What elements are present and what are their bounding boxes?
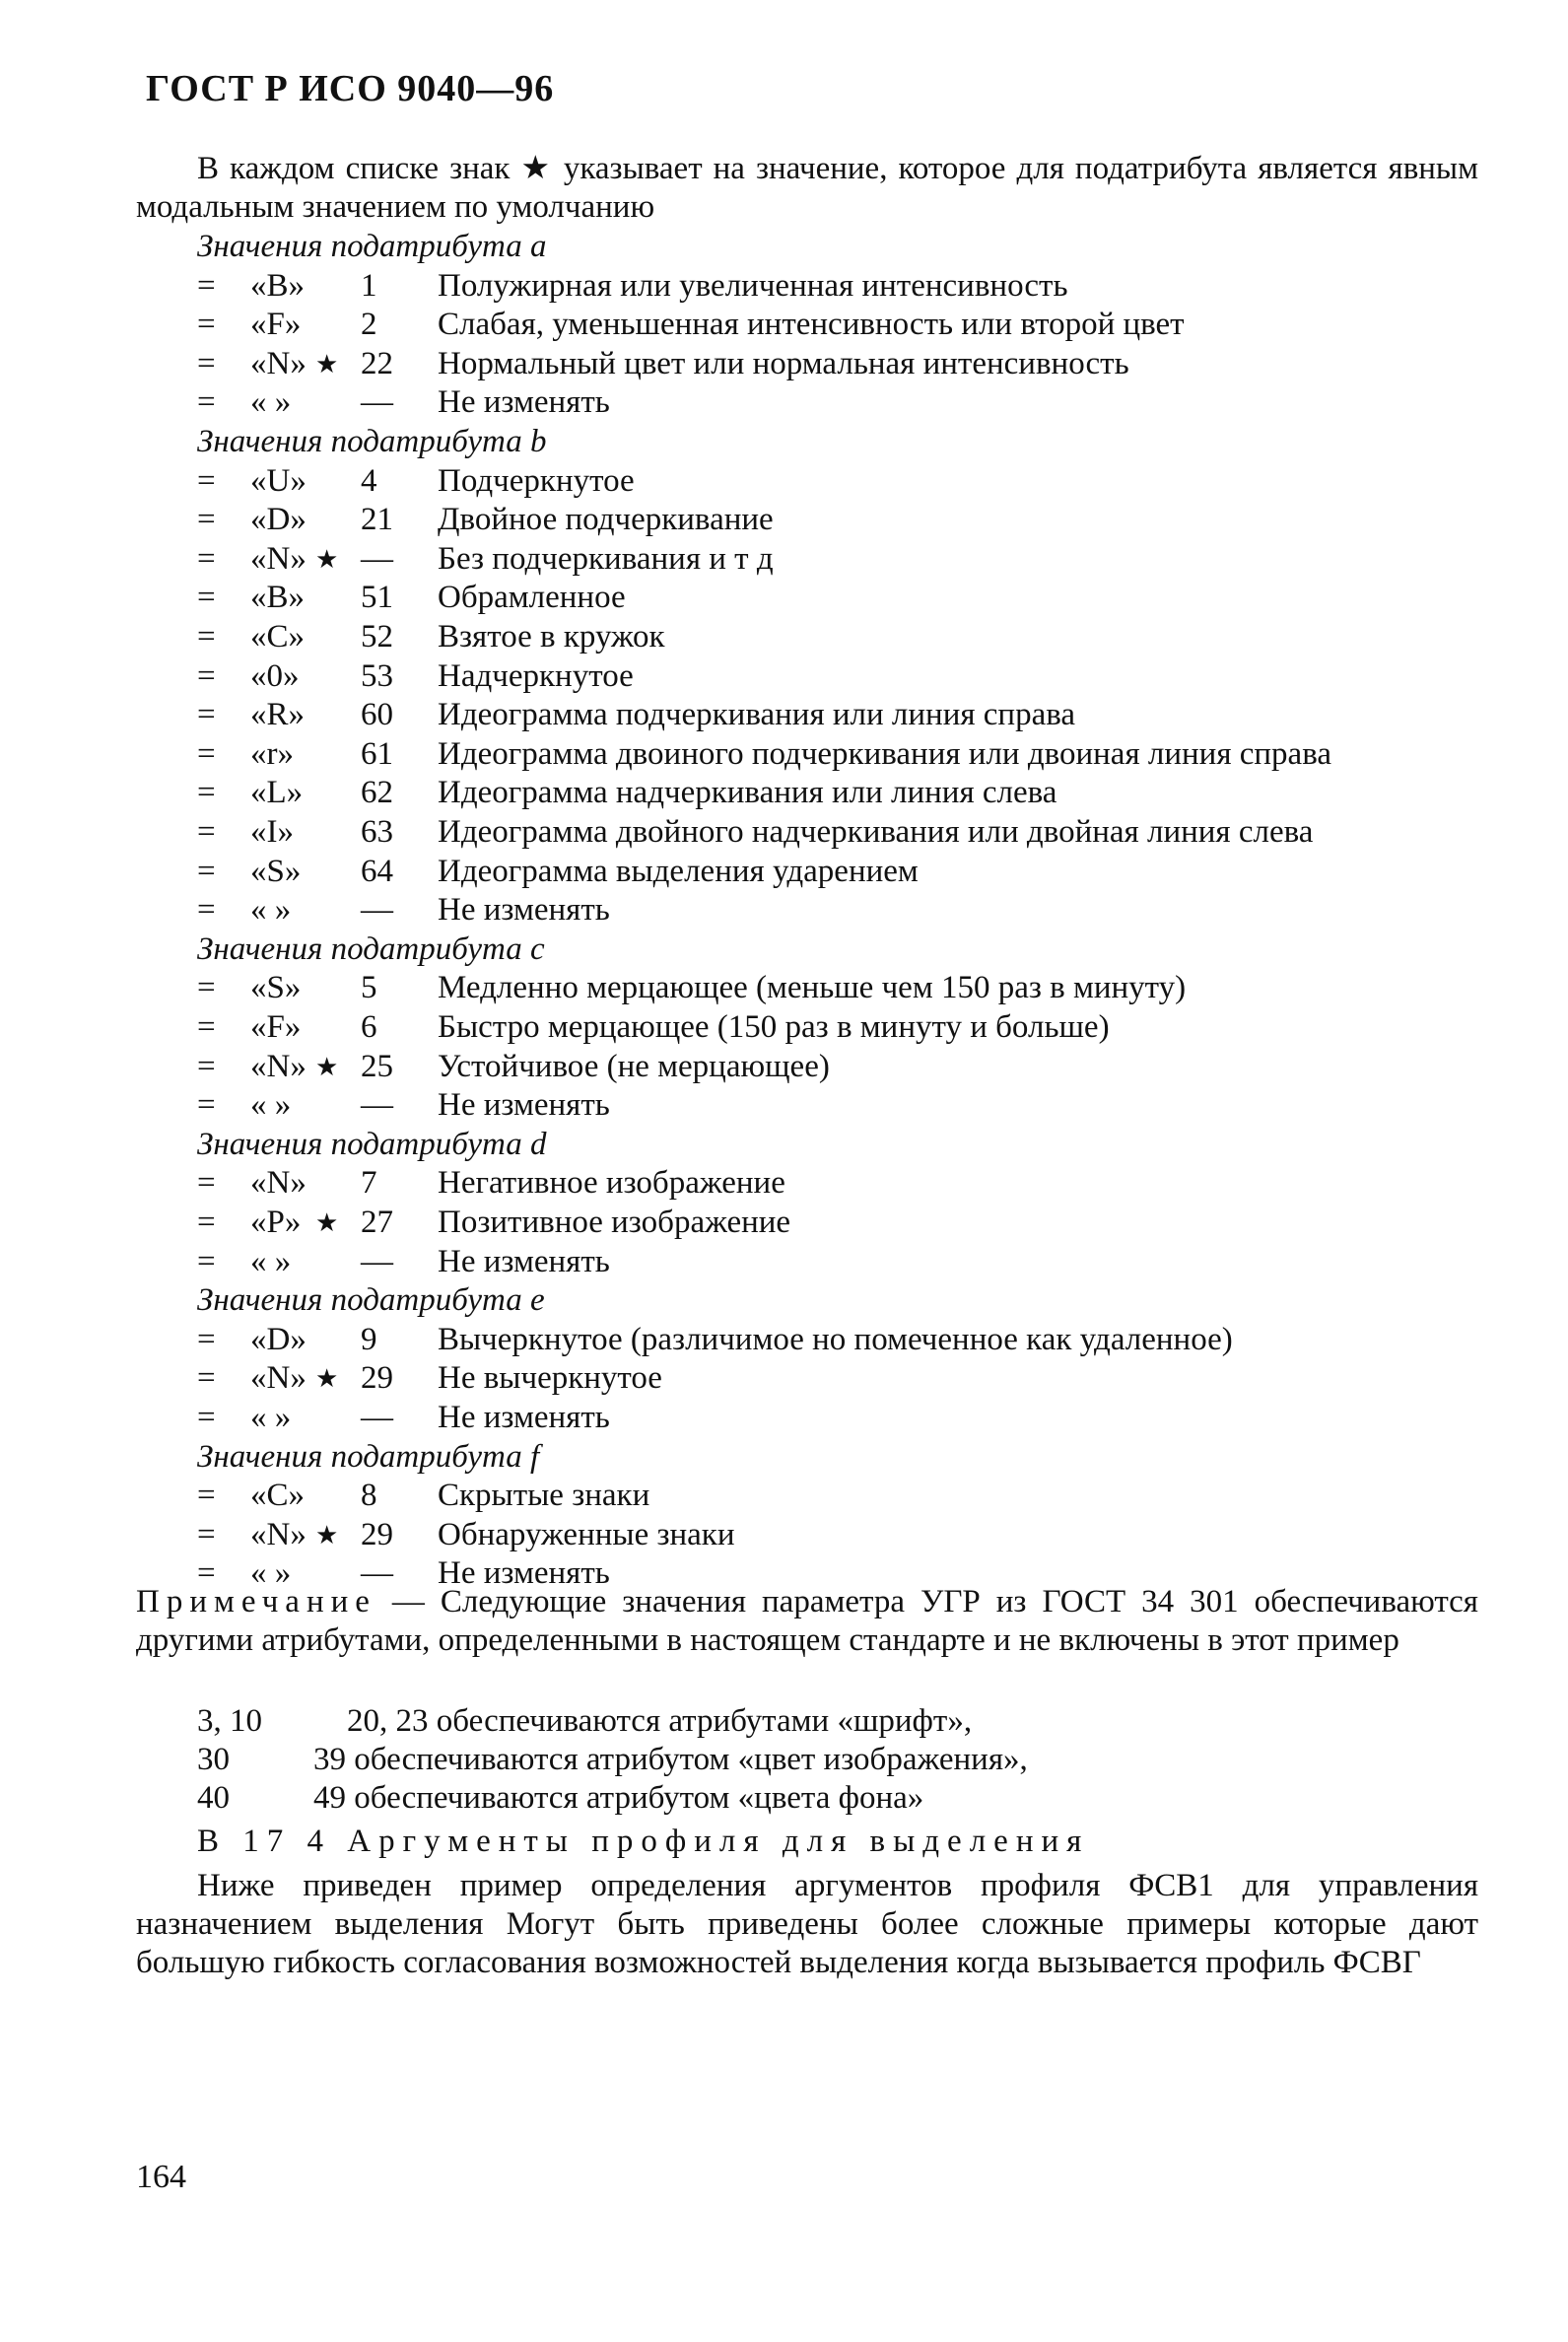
ref-text: 39 обеспечиваются атрибутом «цвет изображения», [313,1742,1028,1777]
value-code: « » [250,1087,292,1123]
value-code: « » [250,892,292,928]
value-number: — [361,1400,393,1435]
value-code: «F» [250,307,302,342]
value-code: « » [250,1555,292,1591]
page-number: 164 [136,2159,186,2195]
value-description: Не изменять [438,384,610,420]
value-description: Не вычеркнутое [438,1360,662,1396]
value-equals: = [197,1555,216,1591]
value-description: Идеограмма двойного надчеркивания или двойная линия слева [438,814,1314,850]
value-equals: = [197,854,216,889]
value-number: 5 [361,970,377,1005]
value-number: 21 [361,502,393,537]
value-description: Не изменять [438,1400,610,1435]
value-number: 4 [361,463,377,499]
value-equals: = [197,1244,216,1279]
value-equals: = [197,268,216,304]
value-description: Обнаруженные знаки [438,1517,735,1552]
value-description: Надчеркнутое [438,658,634,694]
note-text: — Следующие значения параметра УГР из ГОСТ 34 301 обеспечиваются другими атрибутами, определенными в настоящем стандарте и не включены в этот пример [136,1584,1478,1658]
value-code: « » [250,1400,292,1435]
value-description: Позитивное изображение [438,1205,791,1240]
value-description: Без подчеркивания и т д [438,541,774,577]
value-code: «I» [250,814,294,850]
value-equals: = [197,775,216,810]
default-star-icon: ★ [315,1364,339,1393]
default-star-icon: ★ [315,1521,339,1550]
value-code: «R» [250,697,306,732]
section-heading: В 17 4 Аргументы профиля для выделения [197,1824,1090,1859]
value-code: «S» [250,854,302,889]
value-equals: = [197,1049,216,1084]
value-code: «B» [250,268,306,304]
value-equals: = [197,814,216,850]
value-equals: = [197,1322,216,1357]
default-star-icon: ★ [315,1208,339,1237]
value-code: «C» [250,1478,306,1513]
value-code: «N» [250,346,307,381]
value-code: « » [250,384,292,420]
ref-text: 49 обеспечиваются атрибутом «цвета фона» [313,1780,924,1816]
value-code: «r» [250,736,294,772]
value-number: — [361,892,393,928]
value-equals: = [197,1205,216,1240]
subattribute-heading: Значения податрибута b [197,424,547,459]
value-equals: = [197,892,216,928]
value-description: Полужирная или увеличенная интенсивность [438,268,1068,304]
value-equals: = [197,1087,216,1123]
value-number: 29 [361,1517,393,1552]
value-description: Не изменять [438,1087,610,1123]
value-equals: = [197,541,216,577]
value-description: Двойное подчеркивание [438,502,774,537]
value-number: 25 [361,1049,393,1084]
value-number: 6 [361,1009,377,1045]
ref-text: 20, 23 обеспечиваются атрибутами «шрифт», [347,1703,973,1739]
value-description: Взятое в кружок [438,619,665,654]
value-description: Не изменять [438,1555,610,1591]
value-number: 27 [361,1205,393,1240]
value-code: «P» [250,1205,302,1240]
value-description: Не изменять [438,1244,610,1279]
value-code: «0» [250,658,300,694]
value-number: — [361,1244,393,1279]
value-equals: = [197,502,216,537]
value-equals: = [197,658,216,694]
value-number: — [361,1087,393,1123]
value-code: «S» [250,970,302,1005]
subattribute-heading: Значения податрибута c [197,931,545,967]
ref-range: 40 [197,1780,230,1816]
value-code: «N» [250,1049,307,1084]
value-number: 61 [361,736,393,772]
value-description: Идеограмма подчеркивания или линия справа [438,697,1076,732]
value-code: «N» [250,1360,307,1396]
value-number: — [361,541,393,577]
value-code: «C» [250,619,306,654]
subattribute-heading: Значения податрибута a [197,229,547,264]
value-equals: = [197,463,216,499]
value-number: 2 [361,307,377,342]
closing-paragraph: Ниже приведен пример определения аргументов профиля ФСВ1 для управления назначением выделения Могут быть приведены более сложные примеры которые дают большую гибкость согласования возможностей выделения когда вызывается профиль ФСВГ [136,1868,1478,1980]
value-code: « » [250,1244,292,1279]
default-star-icon: ★ [315,1053,339,1081]
value-number: 29 [361,1360,393,1396]
value-description: Устойчивое (не мерцающее) [438,1049,830,1084]
value-number: 9 [361,1322,377,1357]
subattribute-heading: Значения податрибута e [197,1282,545,1318]
value-number: 64 [361,854,393,889]
value-description: Скрытые знаки [438,1478,650,1513]
value-equals: = [197,1009,216,1045]
subattribute-heading: Значения податрибута f [197,1439,540,1475]
value-description: Подчеркнутое [438,463,635,499]
value-code: «N» [250,541,307,577]
value-description: Не изменять [438,892,610,928]
value-description: Слабая, уменьшенная интенсивность или второй цвет [438,307,1185,342]
value-code: «N» [250,1517,307,1552]
value-description: Идеограмма надчеркивания или линия слева [438,775,1057,810]
value-equals: = [197,346,216,381]
value-description: Идеограмма выделения ударением [438,854,919,889]
page-header: ГОСТ Р ИСО 9040—96 [146,68,555,109]
value-description: Обрамленное [438,580,626,615]
value-equals: = [197,1478,216,1513]
value-description: Вычеркнутое (различимое но помеченное как удаленное) [438,1322,1233,1357]
value-code: «N» [250,1165,307,1201]
value-number: 1 [361,268,377,304]
value-equals: = [197,619,216,654]
value-number: — [361,1555,393,1591]
default-star-icon: ★ [315,545,339,574]
value-code: «D» [250,502,307,537]
value-description: Медленно мерцающее (меньше чем 150 раз в минуту) [438,970,1187,1005]
value-code: «L» [250,775,304,810]
value-description: Нормальный цвет или нормальная интенсивность [438,346,1129,381]
value-equals: = [197,697,216,732]
value-equals: = [197,1517,216,1552]
value-description: Быстро мерцающее (150 раз в минуту и больше) [438,1009,1110,1045]
value-equals: = [197,736,216,772]
note-label: Примечание [136,1584,376,1619]
value-code: «F» [250,1009,302,1045]
value-equals: = [197,384,216,420]
value-equals: = [197,1360,216,1396]
note-paragraph [136,1583,1478,1660]
value-number: 22 [361,346,393,381]
value-number: 52 [361,619,393,654]
ref-range: 3, 10 [197,1703,262,1739]
value-code: «B» [250,580,306,615]
value-description: Негативное изображение [438,1165,785,1201]
value-equals: = [197,580,216,615]
value-description: Идеограмма двоиного подчеркивания или двоиная линия справа [438,736,1332,772]
subattribute-heading: Значения податрибута d [197,1127,547,1162]
default-star-icon: ★ [315,350,339,379]
value-equals: = [197,1165,216,1201]
value-equals: = [197,1400,216,1435]
value-code: «D» [250,1322,307,1357]
value-number: 51 [361,580,393,615]
value-number: 8 [361,1478,377,1513]
value-number: 63 [361,814,393,850]
intro-paragraph: В каждом списке знак ★ указывает на значение, которое для податрибута является явным модальным значением по умолчанию [136,151,1478,225]
ref-range: 30 [197,1742,230,1777]
value-number: 60 [361,697,393,732]
value-number: 7 [361,1165,377,1201]
value-code: «U» [250,463,307,499]
value-equals: = [197,307,216,342]
value-number: — [361,384,393,420]
value-number: 53 [361,658,393,694]
value-equals: = [197,970,216,1005]
value-number: 62 [361,775,393,810]
